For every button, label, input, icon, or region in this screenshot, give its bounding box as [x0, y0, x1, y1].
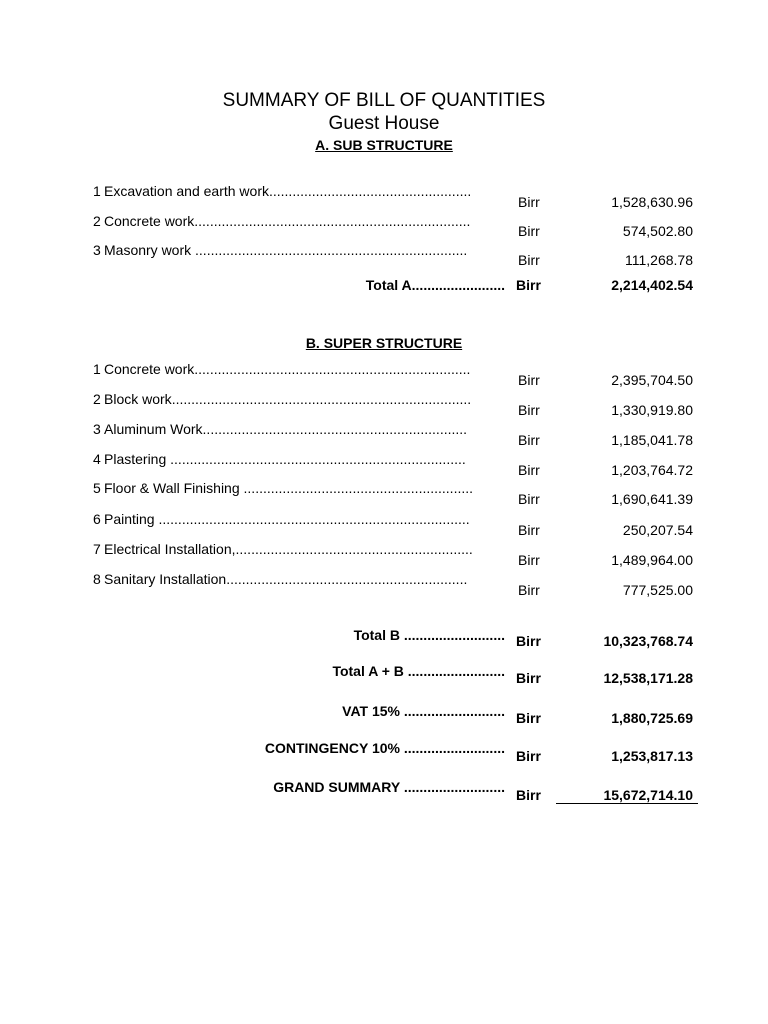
document-title: SUMMARY OF BILL OF QUANTITIES	[222, 90, 546, 111]
total-a-amount: 2,214,402.54	[611, 277, 693, 293]
item-label: Plastering	[104, 451, 171, 467]
item-label: Excavation and earth work	[104, 183, 269, 199]
leader-dots: ..............................................................	[226, 571, 468, 587]
item-number: 7	[93, 541, 101, 557]
item-amount: 111,268.78	[625, 252, 693, 268]
item-amount: 1,528,630.96	[611, 194, 693, 210]
currency-label: Birr	[516, 787, 541, 803]
leader-dots: ......................................................................	[195, 242, 468, 258]
currency-label: Birr	[518, 402, 540, 418]
super-item-row	[93, 511, 505, 527]
item-number: 2	[93, 391, 101, 407]
vat-amount: 1,880,725.69	[611, 710, 693, 726]
currency-label: Birr	[516, 670, 541, 686]
leader-dots: ................................................................................	[158, 511, 470, 527]
item-amount: 1,690,641.39	[611, 491, 693, 507]
section-heading-super-structure: B. SUPER STRUCTURE	[305, 335, 463, 351]
item-amount: 1,203,764.72	[611, 462, 693, 478]
leader-dots: ....................................................................	[202, 421, 468, 437]
super-item-row	[93, 451, 505, 467]
item-label: Block work	[104, 391, 172, 407]
currency-label: Birr	[518, 252, 540, 268]
grand-summary-label: GRAND SUMMARY ..........................	[273, 779, 505, 795]
item-number: 3	[93, 242, 101, 258]
grand-summary-amount: 15,672,714.10	[556, 787, 698, 804]
leader-dots: ............................................................................	[170, 451, 466, 467]
currency-label: Birr	[518, 372, 540, 388]
item-amount: 574,502.80	[622, 223, 693, 239]
super-item-row	[93, 480, 505, 496]
item-number: 2	[93, 213, 101, 229]
currency-label: Birr	[518, 491, 540, 507]
contingency-label: CONTINGENCY 10% ..........................	[264, 740, 505, 756]
item-number: 3	[93, 421, 101, 437]
item-amount: 1,185,041.78	[611, 432, 693, 448]
leader-dots: .......................................................................	[194, 213, 471, 229]
currency-label: Birr	[518, 194, 540, 210]
leader-dots: .......................................................................	[194, 361, 471, 377]
currency-label: Birr	[518, 462, 540, 478]
sub-item-row	[93, 183, 505, 199]
super-item-row	[93, 571, 505, 587]
item-label: Masonry work	[104, 242, 196, 258]
total-b-amount: 10,323,768.74	[603, 633, 693, 649]
currency-label: Birr	[516, 633, 541, 649]
total-a-plus-b-label: Total A + B .........................	[332, 663, 505, 679]
item-amount: 1,330,919.80	[611, 402, 693, 418]
currency-label: Birr	[516, 748, 541, 764]
super-item-row	[93, 391, 505, 407]
super-item-row	[93, 361, 505, 377]
leader-dots: ...........................................................	[243, 480, 474, 496]
contingency-amount: 1,253,817.13	[611, 748, 693, 764]
section-heading-sub-structure: A. SUB STRUCTURE	[315, 137, 453, 153]
item-number: 4	[93, 451, 101, 467]
super-item-row	[93, 541, 505, 557]
item-label: Floor & Wall Finishing	[104, 480, 244, 496]
total-a-label: Total A........................	[365, 277, 505, 293]
currency-label: Birr	[518, 223, 540, 239]
leader-dots: .............................................................	[235, 541, 473, 557]
sub-item-row	[93, 242, 505, 258]
vat-label: VAT 15% ..........................	[342, 703, 505, 719]
item-amount: 1,489,964.00	[611, 552, 693, 568]
item-label: Electrical Installation,	[104, 541, 236, 557]
item-amount: 250,207.54	[622, 522, 693, 538]
item-number: 8	[93, 571, 101, 587]
total-b-label: Total B ..........................	[353, 627, 505, 643]
item-label: Concrete work	[104, 361, 195, 377]
leader-dots: .............................................................................	[171, 391, 472, 407]
currency-label: Birr	[518, 432, 540, 448]
item-label: Sanitary Installation	[104, 571, 227, 587]
total-a-plus-b-amount: 12,538,171.28	[603, 670, 693, 686]
currency-label: Birr	[518, 522, 540, 538]
currency-label: Birr	[518, 552, 540, 568]
item-amount: 777,525.00	[622, 582, 693, 598]
super-item-row	[93, 421, 505, 437]
item-number: 5	[93, 480, 101, 496]
currency-label: Birr	[518, 582, 540, 598]
item-number: 6	[93, 511, 101, 527]
currency-label: Birr	[516, 277, 541, 293]
item-label: Painting	[104, 511, 159, 527]
sub-item-row	[93, 213, 505, 229]
item-label: Aluminum Work	[104, 421, 203, 437]
item-number: 1	[93, 361, 101, 377]
item-amount: 2,395,704.50	[611, 372, 693, 388]
leader-dots: ....................................................	[268, 183, 472, 199]
currency-label: Birr	[516, 710, 541, 726]
document-subtitle: Guest House	[328, 113, 440, 134]
item-number: 1	[93, 183, 101, 199]
item-label: Concrete work	[104, 213, 195, 229]
